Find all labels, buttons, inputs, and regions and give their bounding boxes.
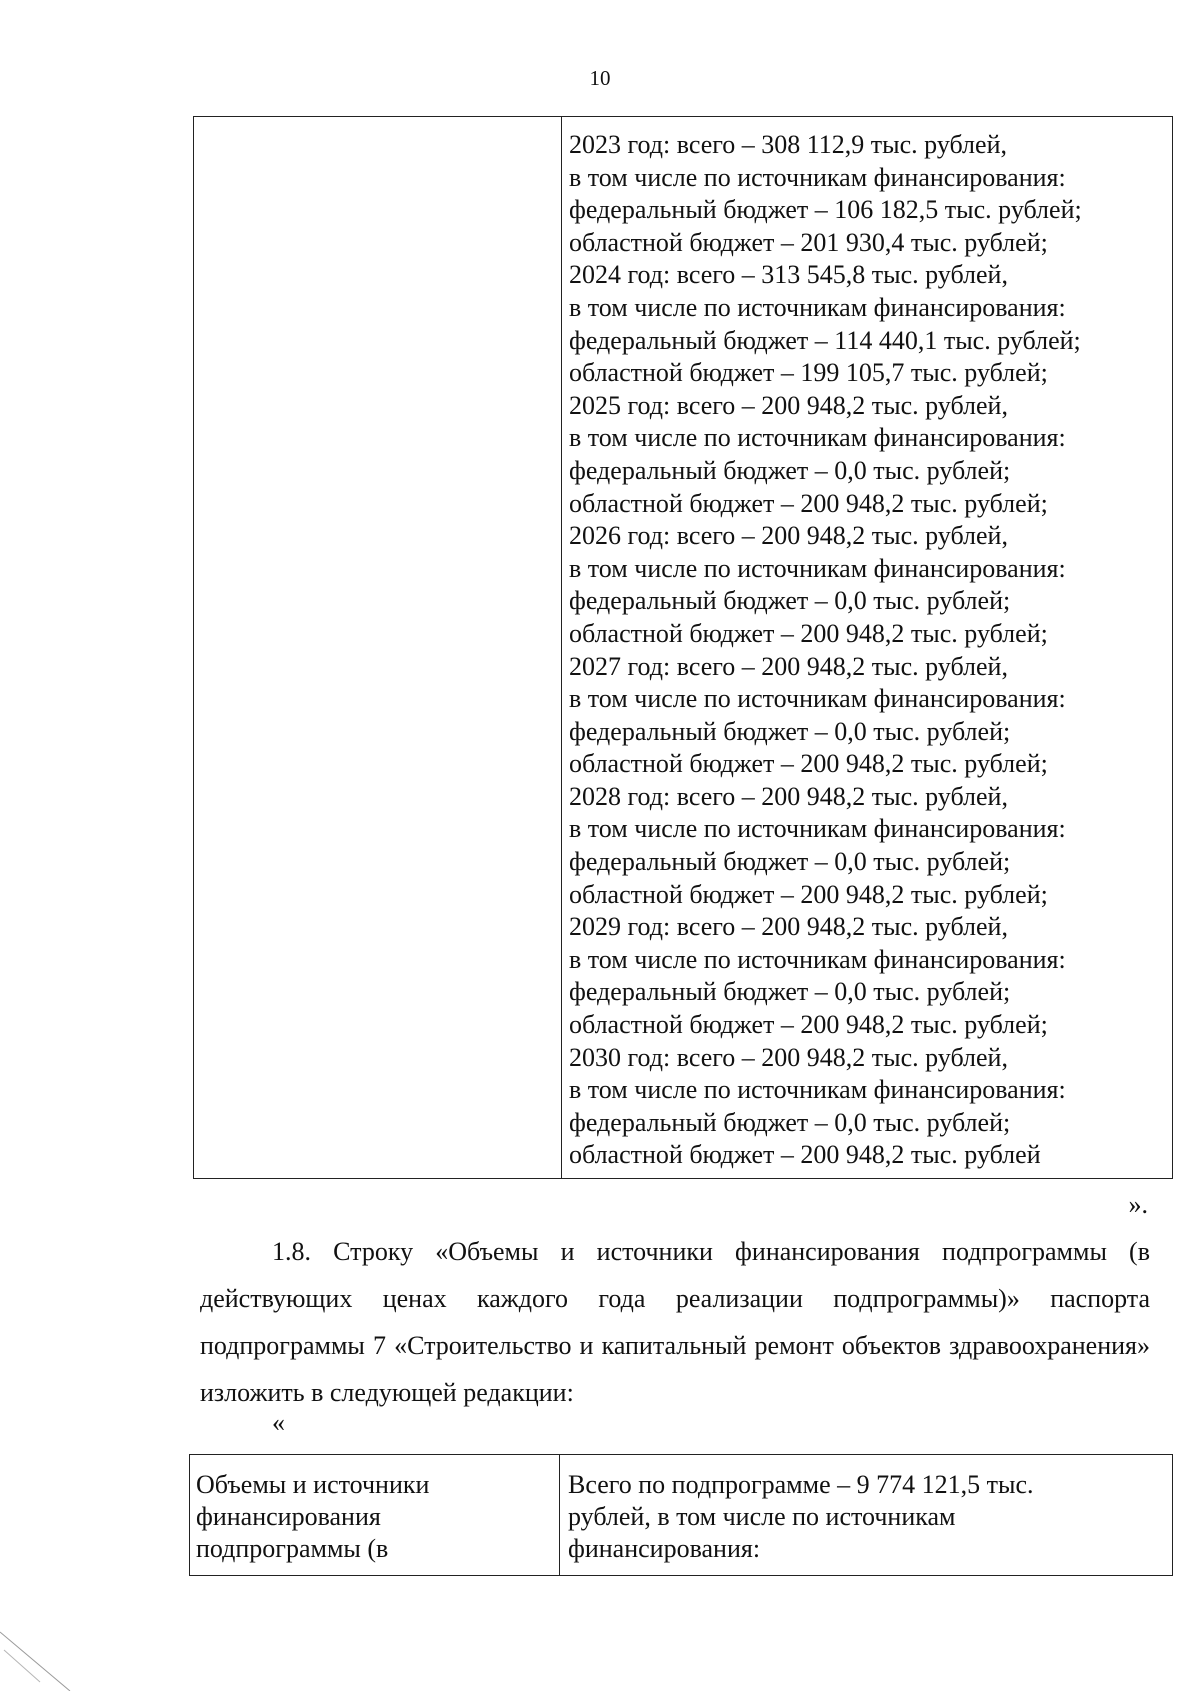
financing-line: в том числе по источникам финансирования: bbox=[569, 814, 1066, 844]
financing-line: 2025 год: всего – 200 948,2 тыс. рублей, bbox=[569, 390, 1008, 420]
financing-line: областной бюджет – 200 948,2 тыс. рублей; bbox=[569, 749, 1048, 779]
financing-table-continuation bbox=[193, 116, 1173, 1179]
financing-table-new bbox=[189, 1454, 1173, 1576]
row-label-line: подпрограммы (в bbox=[196, 1534, 389, 1563]
financing-line: в том числе по источникам финансирования: bbox=[569, 1075, 1066, 1105]
table-right-cell bbox=[568, 1469, 1168, 1565]
financing-line: федеральный бюджет – 0,0 тыс. рублей; bbox=[569, 1107, 1011, 1137]
financing-line: финансирования: bbox=[568, 1534, 761, 1563]
financing-line: рублей, в том числе по источникам bbox=[568, 1502, 956, 1531]
financing-line: 2026 год: всего – 200 948,2 тыс. рублей, bbox=[569, 521, 1008, 551]
financing-line: областной бюджет – 200 948,2 тыс. рублей; bbox=[569, 618, 1048, 648]
financing-line: 2028 год: всего – 200 948,2 тыс. рублей, bbox=[569, 781, 1008, 811]
financing-line: областной бюджет – 200 948,2 тыс. рублей; bbox=[569, 1010, 1048, 1040]
financing-line: федеральный бюджет – 114 440,1 тыс. рублей; bbox=[569, 325, 1081, 355]
financing-line: 2029 год: всего – 200 948,2 тыс. рублей, bbox=[569, 912, 1008, 942]
financing-line: в том числе по источникам финансирования: bbox=[569, 553, 1066, 583]
financing-line: в том числе по источникам финансирования: bbox=[569, 684, 1066, 714]
amendment-paragraph: 1.8. Строку «Объемы и источники финансирования подпрограммы (в действующих ценах каждого года реализации подпрограммы)» паспорта подпрограммы 7 «Строительство и капитальный ремонт объектов здравоохранения» изложить в следующей редакции: bbox=[200, 1237, 1150, 1407]
scan-edge-mark bbox=[0, 1620, 80, 1691]
financing-line: в том числе по источникам финансирования: bbox=[569, 944, 1066, 974]
financing-line: областной бюджет – 200 948,2 тыс. рублей bbox=[569, 1140, 1041, 1170]
financing-line: 2023 год: всего – 308 112,9 тыс. рублей, bbox=[569, 130, 1007, 159]
financing-line: областной бюджет – 199 105,7 тыс. рублей; bbox=[569, 358, 1048, 388]
table-left-cell bbox=[196, 1469, 551, 1565]
financing-line: федеральный бюджет – 0,0 тыс. рублей; bbox=[569, 977, 1011, 1007]
table-right-cell bbox=[569, 129, 1166, 1172]
financing-line: 2030 год: всего – 200 948,2 тыс. рублей, bbox=[569, 1042, 1008, 1072]
financing-line: 2024 год: всего – 313 545,8 тыс. рублей, bbox=[569, 260, 1008, 290]
financing-line: федеральный бюджет – 106 182,5 тыс. рублей; bbox=[569, 195, 1082, 225]
opening-quote: « bbox=[272, 1408, 285, 1437]
financing-line: областной бюджет – 200 948,2 тыс. рублей; bbox=[569, 488, 1048, 518]
financing-line: федеральный бюджет – 0,0 тыс. рублей; bbox=[569, 586, 1011, 616]
closing-quote: ». bbox=[1128, 1190, 1148, 1219]
financing-line: Всего по подпрограмме – 9 774 121,5 тыс. bbox=[568, 1470, 1034, 1499]
financing-line: в том числе по источникам финансирования: bbox=[569, 162, 1066, 192]
financing-line: в том числе по источникам финансирования: bbox=[569, 292, 1066, 322]
table-column-divider bbox=[559, 1455, 560, 1575]
financing-line: областной бюджет – 200 948,2 тыс. рублей; bbox=[569, 879, 1048, 909]
financing-line: федеральный бюджет – 0,0 тыс. рублей; bbox=[569, 455, 1011, 485]
row-label-line: финансирования bbox=[196, 1502, 381, 1531]
row-label-line: Объемы и источники bbox=[196, 1470, 430, 1499]
financing-line: федеральный бюджет – 0,0 тыс. рублей; bbox=[569, 847, 1011, 877]
financing-line: в том числе по источникам финансирования: bbox=[569, 423, 1066, 453]
table-column-divider bbox=[561, 117, 562, 1178]
page-number: 10 bbox=[589, 66, 611, 90]
financing-line: федеральный бюджет – 0,0 тыс. рублей; bbox=[569, 716, 1011, 746]
financing-line: областной бюджет – 201 930,4 тыс. рублей; bbox=[569, 227, 1048, 257]
financing-line: 2027 год: всего – 200 948,2 тыс. рублей, bbox=[569, 651, 1008, 681]
